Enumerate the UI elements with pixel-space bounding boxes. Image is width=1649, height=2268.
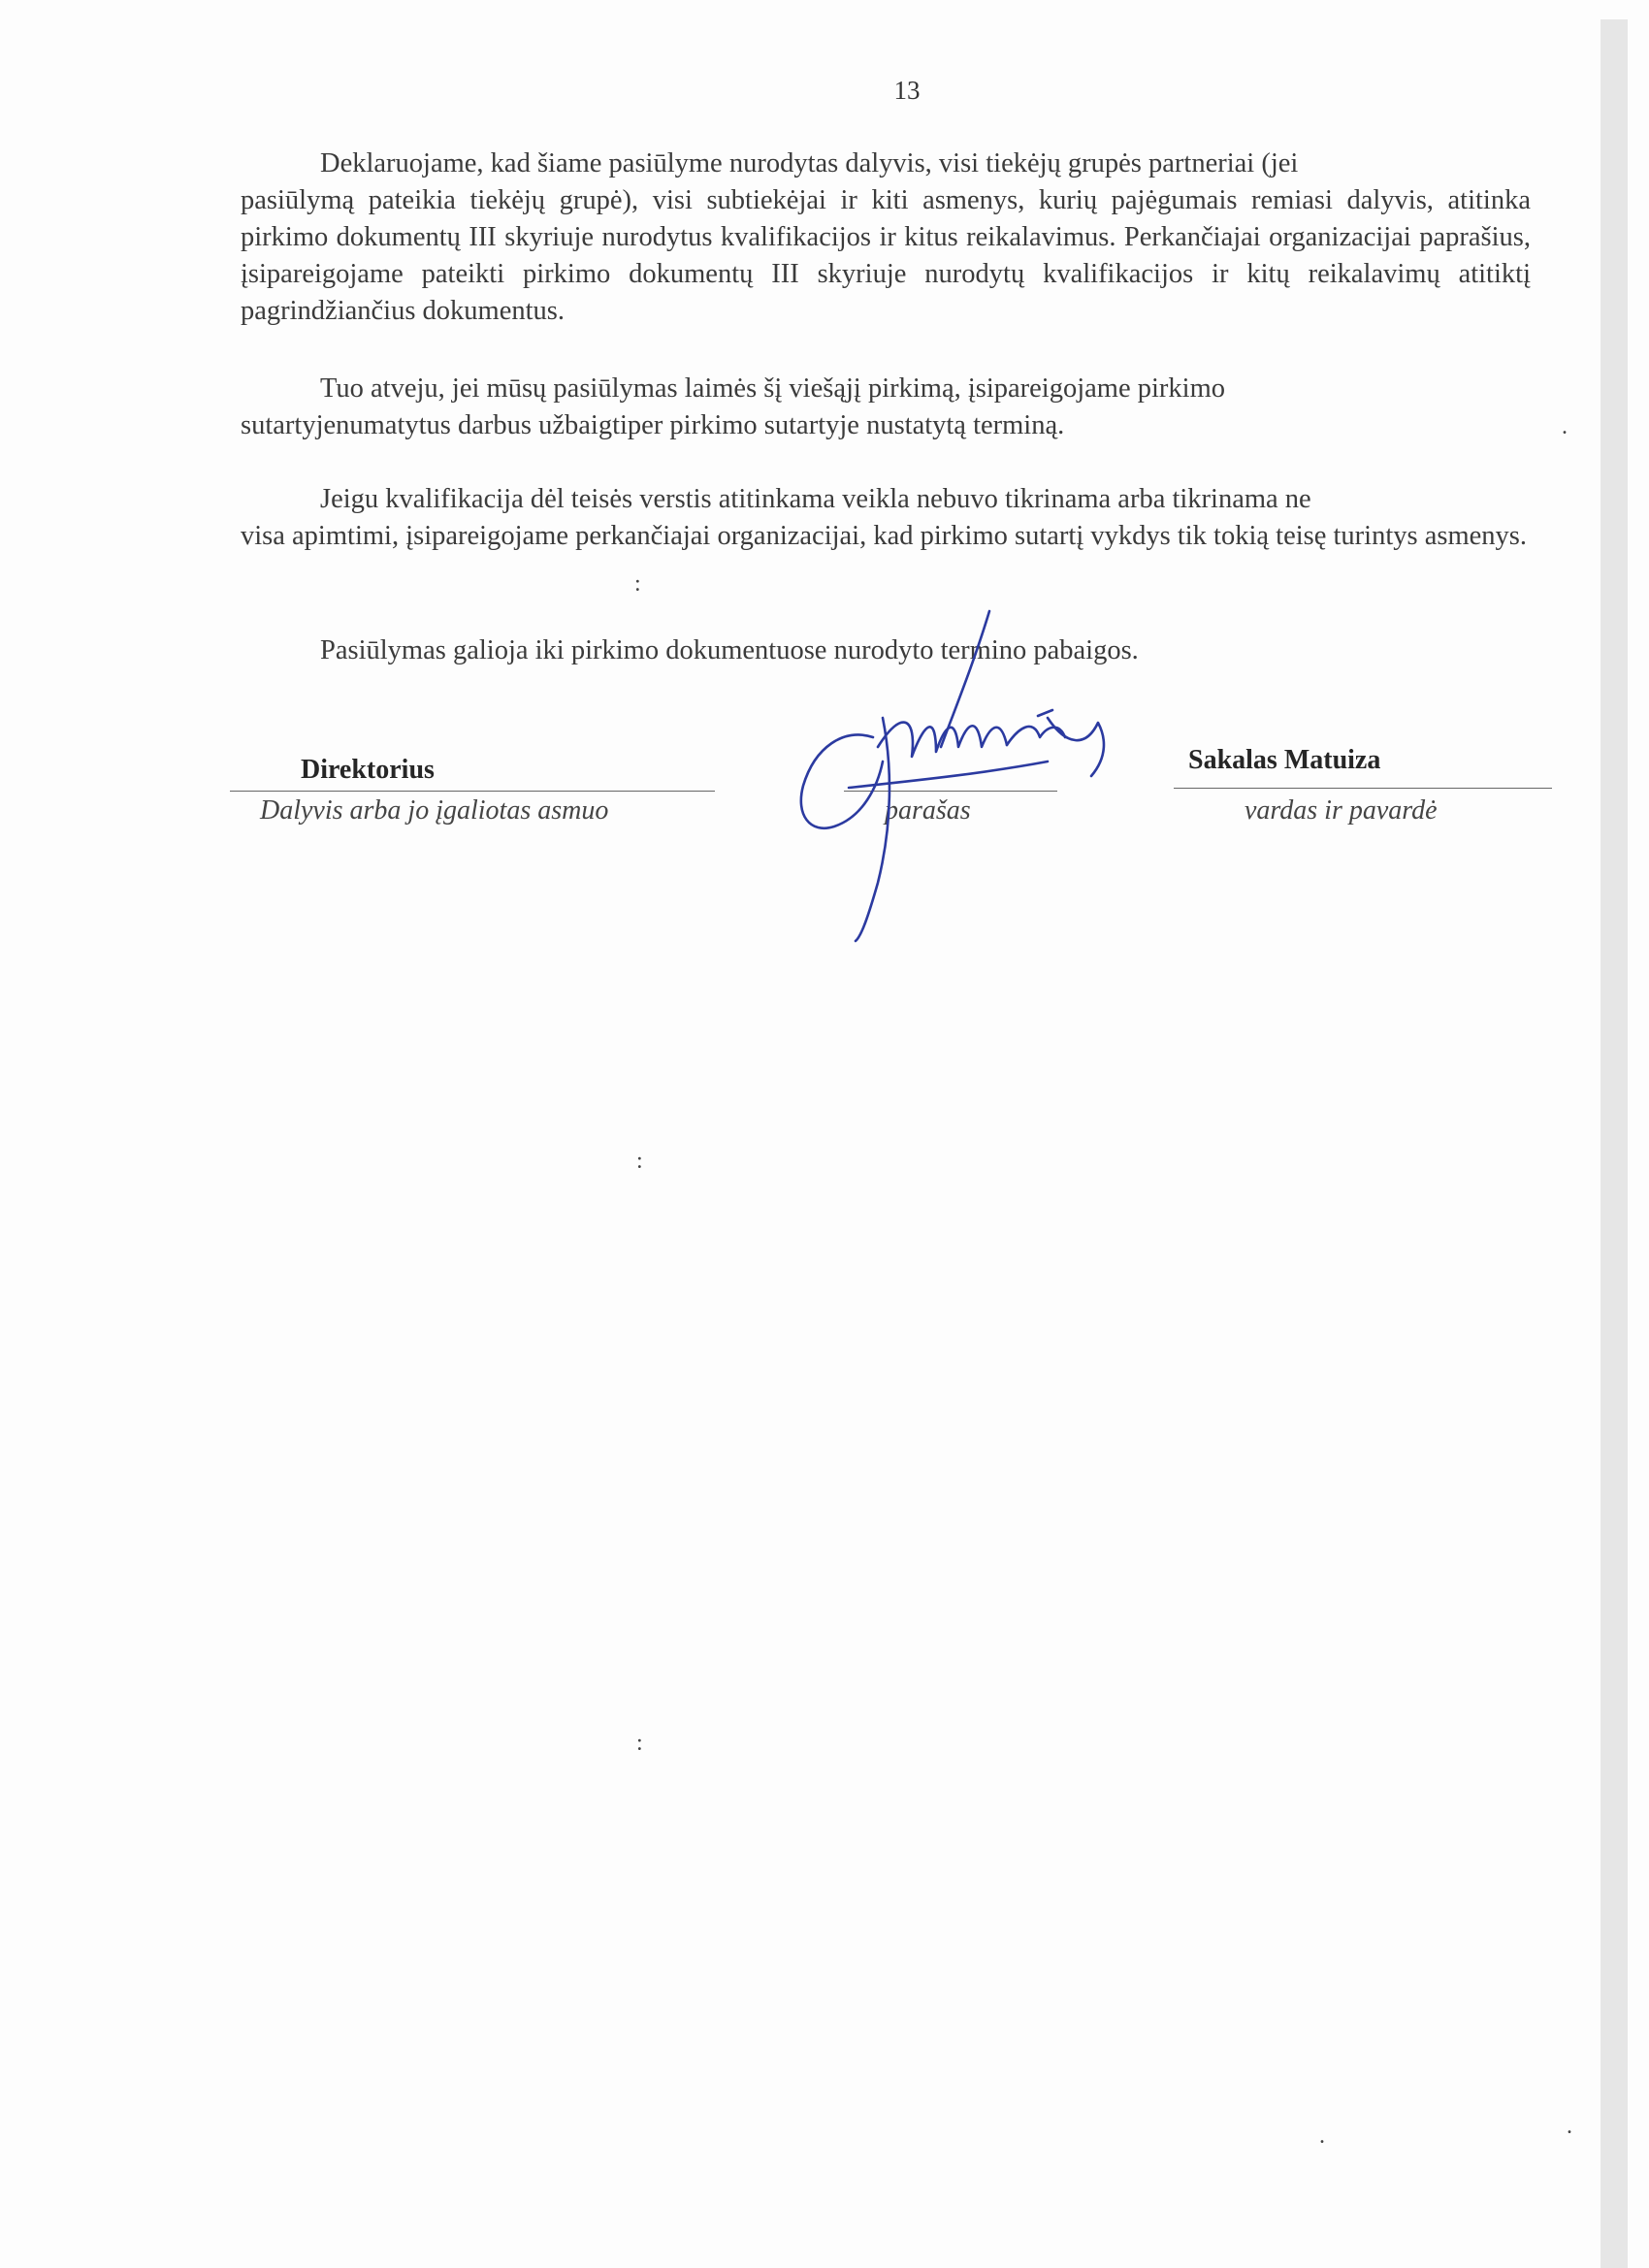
signatory-role: Direktorius — [301, 755, 435, 785]
paragraph-qualification-first-line: Jeigu kvalifikacija dėl teisės verstis atitinkama veikla nebuvo tikrinama arba tikrinama ne — [320, 484, 1311, 514]
page-number: 13 — [893, 76, 921, 105]
scan-speck: : — [634, 571, 641, 597]
scan-speck: . — [1562, 414, 1568, 439]
scan-speck: . — [1319, 2123, 1325, 2149]
scan-speck: : — [636, 1731, 643, 1756]
paragraph-obligation — [241, 371, 1531, 444]
scan-speck: : — [636, 1149, 643, 1174]
handwritten-signature — [757, 601, 1164, 951]
name-caption: vardas ir pavardė — [1245, 795, 1438, 826]
paragraph-obligation-rest: sutartyjenumatytus darbus užbaigtiper pirkimo sutartyje nustatytą terminą. — [241, 410, 1065, 440]
signatory-name: Sakalas Matuiza — [1188, 745, 1381, 775]
role-line — [230, 791, 715, 792]
paragraph-declaration — [241, 146, 1531, 330]
paragraph-validity: Pasiūlymas galioja iki pirkimo dokumentuose nurodyto termino pabaigos. — [320, 635, 1139, 665]
signature-caption: parašas — [885, 795, 971, 826]
name-line — [1174, 788, 1552, 789]
scan-edge-shadow — [1600, 19, 1628, 2268]
paragraph-qualification-rest: visa apimtimi, įsipareigojame perkančiajai organizacijai, kad pirkimo sutartį vykdys tik tokią teisę turintys asmenys. — [241, 521, 1527, 551]
paragraph-declaration-first-line: Deklaruojame, kad šiame pasiūlyme nurodytas dalyvis, visi tiekėjų grupės partneriai (jei — [320, 148, 1299, 178]
paragraph-qualification — [241, 481, 1531, 555]
scan-speck: . — [1567, 2114, 1572, 2139]
paragraph-obligation-first-line: Tuo atveju, jei mūsų pasiūlymas laimės šį viešąjį pirkimą, įsipareigojame pirkimo — [320, 373, 1225, 404]
paragraph-declaration-rest: pasiūlymą pateikia tiekėjų grupė), visi subtiekėjai ir kiti asmenys, kurių pajėgumais remiasi dalyvis, atitinka pirkimo dokumentų III skyriuje nurodytus kvalifikacijos ir kitus reikalavimus. Perkančiajai organizacijai paprašius, įsipareigojame pateikti pirkimo dokumentų III skyriuje nurodytų kvalifikacijos ir kitų reikalavimų atitiktį pagrindžiančius dokumentus. — [241, 185, 1531, 326]
role-caption: Dalyvis arba jo įgaliotas asmuo — [260, 795, 609, 826]
